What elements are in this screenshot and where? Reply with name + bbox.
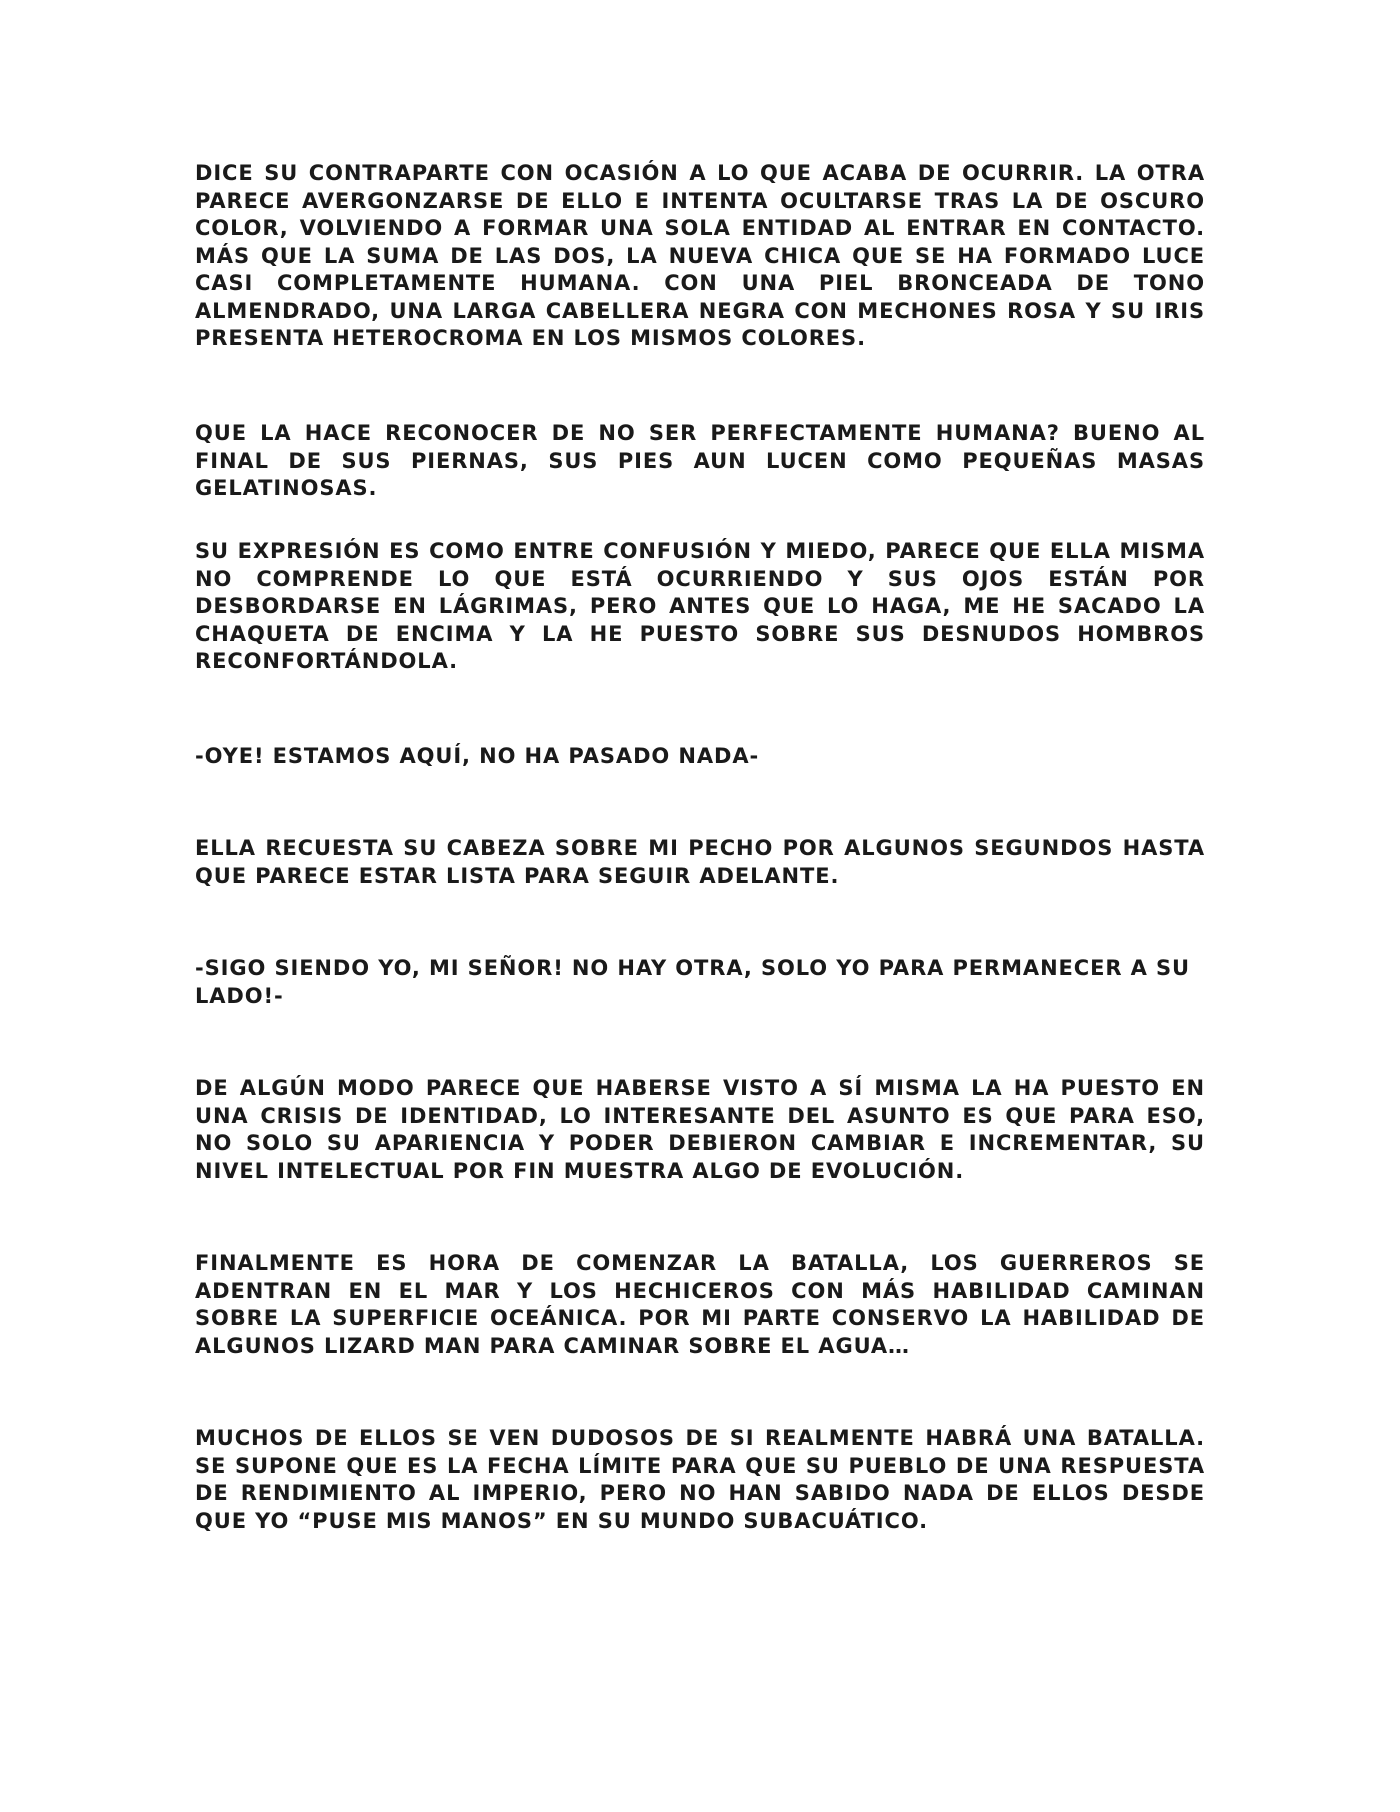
paragraph-3: SU EXPRESIÓN ES COMO ENTRE CONFUSIÓN Y MIEDO, PARECE QUE ELLA MISMA NO COMPRENDE LO QUE ESTÁ OCURRIENDO Y SUS OJOS ESTÁN POR DESBORDARSE EN LÁGRIMAS, PERO ANTES QUE LO HAGA, ME HE SACADO LA CHAQUETA DE ENCIMA Y LA HE PUESTO SOBRE SUS DESNUDOS HOMBROS RECONFORTÁNDOLA. [195, 539, 1205, 673]
dialogue-line-2: -SIGO SIENDO YO, MI SEÑOR! NO HAY OTRA, SOLO YO PARA PERMANECER A SU LADO!- [195, 956, 1190, 1008]
paragraph-2: QUE LA HACE RECONOCER DE NO SER PERFECTAMENTE HUMANA? BUENO AL FINAL DE SUS PIERNAS, SUS PIES AUN LUCEN COMO PEQUEÑAS MASAS GELATINOSAS. [195, 421, 1205, 500]
paragraph-5: DE ALGÚN MODO PARECE QUE HABERSE VISTO A SÍ MISMA LA HA PUESTO EN UNA CRISIS DE IDENTIDAD, LO INTERESANTE DEL ASUNTO ES QUE PARA ESO, NO SOLO SU APARIENCIA Y PODER DEBIERON CAMBIAR E INCREMENTAR, SU NIVEL INTELECTUAL POR FIN MUESTRA ALGO DE EVOLUCIÓN. [195, 1076, 1205, 1183]
paragraph-4: ELLA RECUESTA SU CABEZA SOBRE MI PECHO POR ALGUNOS SEGUNDOS HASTA QUE PARECE ESTAR LISTA PARA SEGUIR ADELANTE. [195, 836, 1205, 888]
paragraph-1: DICE SU CONTRAPARTE CON OCASIÓN A LO QUE ACABA DE OCURRIR. LA OTRA PARECE AVERGONZARSE DE ELLO E INTENTA OCULTARSE TRAS LA DE OSCURO COLOR, VOLVIENDO A FORMAR UNA SOLA ENTIDAD AL ENTRAR EN CONTACTO. MÁS QUE LA SUMA DE LAS DOS, LA NUEVA CHICA QUE SE HA FORMADO LUCE CASI COMPLETAMENTE HUMANA. CON UNA PIEL BRONCEADA DE TONO ALMENDRADO, UNA LARGA CABELLERA NEGRA CON MECHONES ROSA Y SU IRIS PRESENTA HETEROCROMA EN LOS MISMOS COLORES. [195, 161, 1205, 350]
dialogue-line-1: -OYE! ESTAMOS AQUÍ, NO HA PASADO NADA- [195, 744, 760, 768]
paragraph-7: MUCHOS DE ELLOS SE VEN DUDOSOS DE SI REALMENTE HABRÁ UNA BATALLA. SE SUPONE QUE ES LA FECHA LÍMITE PARA QUE SU PUEBLO DE UNA RESPUESTA DE RENDIMIENTO AL IMPERIO, PERO NO HAN SABIDO NADA DE ELLOS DESDE QUE YO “PUSE MIS MANOS” EN SU MUNDO SUBACUÁTICO. [195, 1426, 1205, 1533]
paragraph-6: FINALMENTE ES HORA DE COMENZAR LA BATALLA, LOS GUERREROS SE ADENTRAN EN EL MAR Y LOS HECHICEROS CON MÁS HABILIDAD CAMINAN SOBRE LA SUPERFICIE OCEÁNICA. POR MI PARTE CONSERVO LA HABILIDAD DE ALGUNOS LIZARD MAN PARA CAMINAR SOBRE EL AGUA… [195, 1251, 1205, 1358]
